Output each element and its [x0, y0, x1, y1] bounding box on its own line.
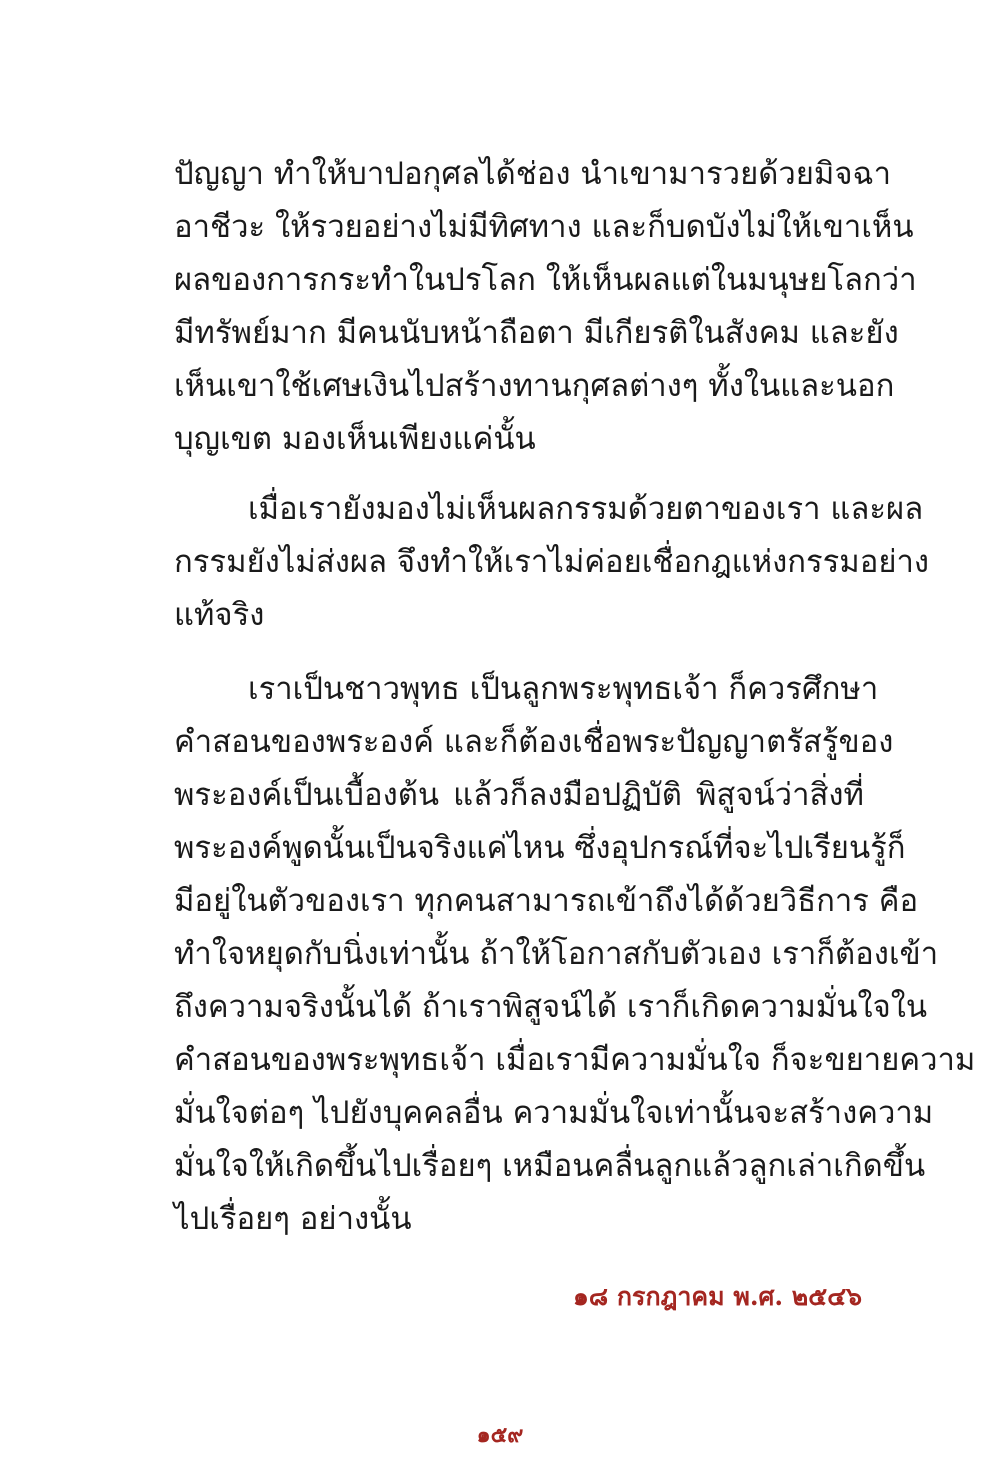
paragraph-line: ทำใจหยุดกับนิ่งเท่านั้น ถ้าให้โอกาสกับตัวเอง เราก็ต้องเข้า — [174, 936, 939, 972]
paragraph-line: มีทรัพย์มาก มีคนนับหน้าถือตา มีเกียรติในสังคม และยัง — [174, 315, 899, 351]
paragraph-line: มั่นใจให้เกิดขึ้นไปเรื่อยๆ เหมือนคลื่นลูกแล้วลูกเล่าเกิดขึ้น — [174, 1148, 926, 1184]
paragraph-line: กรรมยังไม่ส่งผล จึงทำให้เราไม่ค่อยเชื่อกฎแห่งกรรมอย่าง — [174, 544, 930, 580]
paragraph-line: มั่นใจต่อๆ ไปยังบุคคลอื่น ความมั่นใจเท่านั้นจะสร้างความ — [174, 1095, 934, 1131]
paragraph-line: ไปเรื่อยๆ อย่างนั้น — [174, 1201, 412, 1237]
paragraph-2 — [174, 483, 930, 642]
page-number: ๑๕๙ — [476, 1422, 524, 1448]
paragraph-line: เห็นเขาใช้เศษเงินไปสร้างทานกุศลต่างๆ ทั้งในและนอก — [174, 368, 895, 404]
paragraph-line: พระองค์เป็นเบื้องต้น แล้วก็ลงมือปฏิบัติ พิสูจน์ว่าสิ่งที่ — [174, 777, 864, 813]
paragraph-1 — [174, 148, 917, 466]
paragraph-line: ถึงความจริงนั้นได้ ถ้าเราพิสูจน์ได้ เราก็เกิดความมั่นใจใน — [174, 989, 928, 1025]
paragraph-3 — [174, 663, 976, 1246]
paragraph-line: เมื่อเรายังมองไม่เห็นผลกรรมด้วยตาของเรา และผล — [248, 491, 924, 527]
paragraph-line: เราเป็นชาวพุทธ เป็นลูกพระพุทธเจ้า ก็ควรศึกษา — [248, 671, 879, 707]
paragraph-line: มีอยู่ในตัวของเรา ทุกคนสามารถเข้าถึงได้ด้วยวิธีการ คือ — [174, 883, 919, 919]
paragraph-line: ปัญญา ทำให้บาปอกุศลได้ช่อง นำเขามารวยด้วยมิจฉา — [174, 156, 892, 192]
paragraph-line: พระองค์พูดนั้นเป็นจริงแค่ไหน ซึ่งอุปกรณ์ที่จะไปเรียนรู้ก็ — [174, 830, 906, 866]
paragraph-line: คำสอนของพระองค์ และก็ต้องเชื่อพระปัญญาตรัสรู้ของ — [174, 724, 894, 760]
paragraph-line: แท้จริง — [174, 597, 265, 633]
paragraph-line: คำสอนของพระพุทธเจ้า เมื่อเรามีความมั่นใจ ก็จะขยายความ — [174, 1042, 976, 1078]
paragraph-line: บุญเขต มองเห็นเพียงแค่นั้น — [174, 421, 536, 457]
sermon-date: ๑๘ กรกฎาคม พ.ศ. ๒๕๔๖ — [573, 1282, 862, 1311]
paragraph-line: ผลของการกระทำในปรโลก ให้เห็นผลแต่ในมนุษยโลกว่า — [174, 262, 917, 298]
paragraph-line: อาชีวะ ให้รวยอย่างไม่มีทิศทาง และก็บดบังไม่ให้เขาเห็น — [174, 209, 914, 245]
